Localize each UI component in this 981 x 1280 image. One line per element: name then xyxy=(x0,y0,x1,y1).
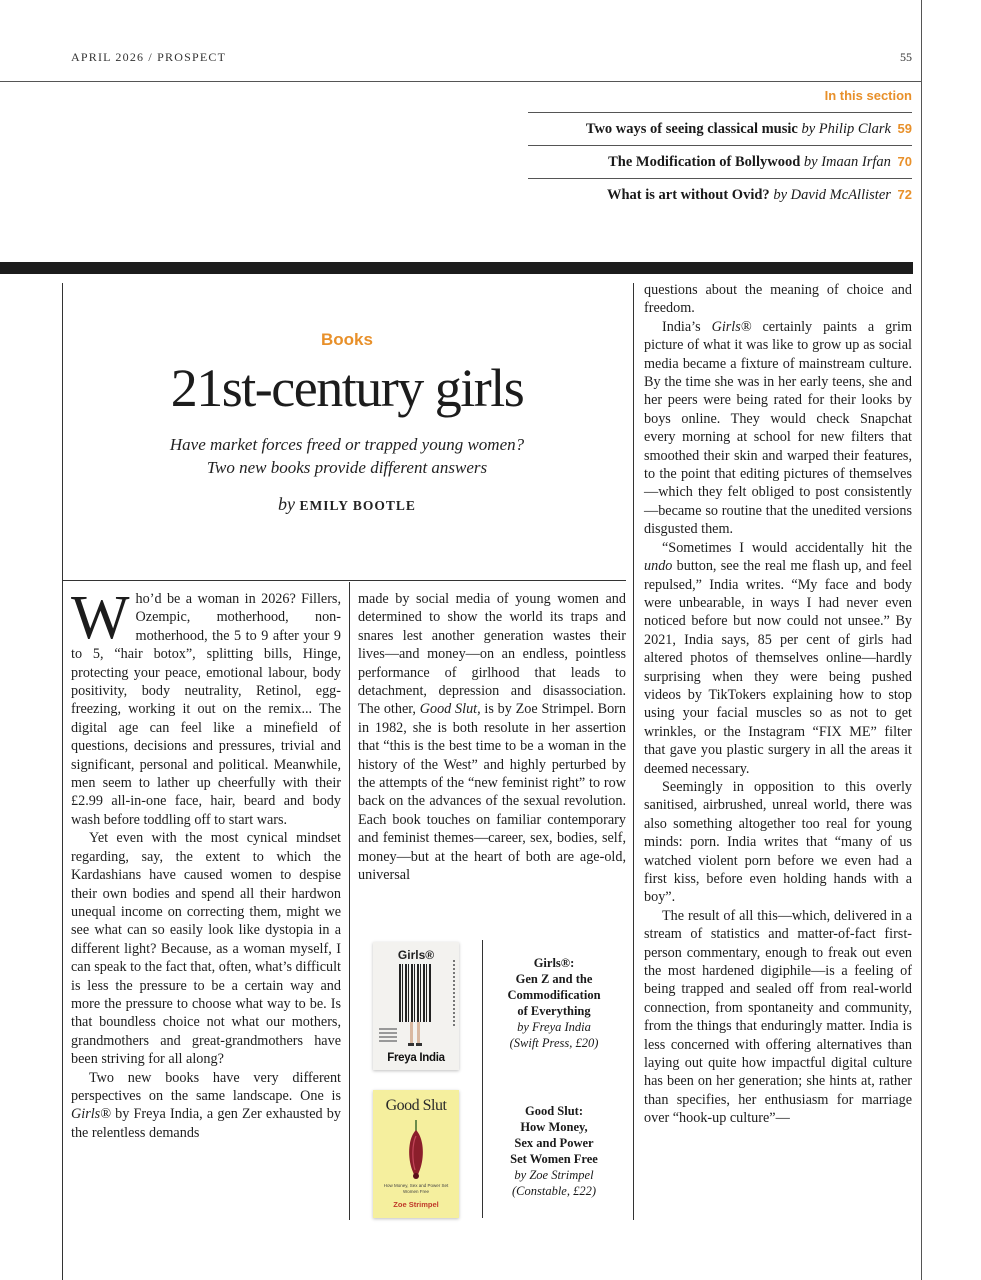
dropcap: W xyxy=(71,584,130,652)
section-divider xyxy=(0,262,913,274)
byline-author: EMILY BOOTLE xyxy=(299,498,416,513)
toc-item-page: 72 xyxy=(897,187,912,202)
section-kicker: Books xyxy=(321,330,373,349)
paragraph-text: ho’d be a woman in 2026? Fillers, Ozempic, motherhood, non-motherhood, the 5 to 9 after your 9 to 5, “hair botox”, splitting bills, Hinge, protecting your peace, emotional labour, body positivity, body neutrality, Retinol, egg-freezing, working it out on the remix... The digital age can feel like a minefield of questions, decisions and pressures, trivial and significant, personal and political. Meanwhile, men seem to lather up cheerfully with their £2.99 all-in-one face, hair, beard and body wash before toddling off to start wars. xyxy=(71,591,341,828)
column-rule-right xyxy=(633,283,634,1220)
toc-item-bollywood[interactable] xyxy=(528,145,912,178)
paragraph-text: made by social media of young women and determined to show the world its traps and snares lest another generation wastes their lives—and money—on an endless, pointless performance of girlhood that leads to detachment, depression and disassociation. The other, xyxy=(358,591,626,718)
caption-author: by Zoe Strimpel xyxy=(514,1168,594,1182)
caption-author: by Freya India xyxy=(517,1020,591,1034)
book-panel-rule xyxy=(482,940,483,1218)
toc-item-classical-music[interactable] xyxy=(528,112,912,145)
article-standfirst xyxy=(62,433,632,479)
cover-subtitle: How Money, Sex and Power Set Women Free xyxy=(383,1183,449,1194)
barcode-dress-illustration xyxy=(399,964,431,1022)
byline xyxy=(62,494,632,515)
toc-item-title: What is art without Ovid? xyxy=(606,187,770,203)
body-paragraph xyxy=(71,1069,341,1143)
paragraph-text: by Freya India, a gen Zer exhausted by the relentless demands xyxy=(71,1106,341,1141)
cover-blurb xyxy=(379,1028,397,1046)
article-column-3 xyxy=(644,281,912,1128)
body-paragraph: Yet even with the most cynical mindset regarding, say, the extent to which the Kardashians have caused women to despise their own bodies and spend all their hardwon unequal income on correcting them, might we see what can so easily look like dystopia in a different light? Because, as a woman myself, I can speak to the fact that, often, what’s difficult is less the pressure to be a certain way and more the pressure to choose what way to be. Is that boundless choice not what our mothers, grandmothers and great-grandmothers have been striving for all along? xyxy=(71,830,341,1068)
book-title-inline: Girls® xyxy=(71,1106,111,1123)
cover-author: Freya India xyxy=(387,1052,445,1064)
byline-prefix: by xyxy=(278,494,296,514)
book-title-inline: Good Slut xyxy=(419,701,478,718)
book-cover-good-slut xyxy=(373,1090,459,1218)
standfirst-line: Two new books provide different answers xyxy=(206,458,488,477)
paragraph-text: Two new books have very different perspectives on the same landscape. One is xyxy=(71,1069,341,1104)
cover-author: Zoe Strimpel xyxy=(393,1200,439,1209)
book-caption-good-slut xyxy=(487,1103,621,1199)
caption-publisher: (Constable, £22) xyxy=(511,1184,597,1198)
toc-item-author: by David McAllister xyxy=(773,187,891,203)
toc-item-author: by Philip Clark xyxy=(801,121,891,137)
page-number: 55 xyxy=(900,50,912,64)
paragraph-text: button, see the real me flash up, and feel repulsed,” India writes. “My face and body were unbearable, in ways I had never even noticed before but now could not unsee.” By 2021, India says, 85 per cent of girls had altered photos of themselves online—hardly surprising when they were being pushed videos by TikTokers explaining how to stop using your facial muscles so as not to get wrinkles, or the Instagram “FIX ME” filter that gave you plastic surgery in all the areas it deemed necessary. xyxy=(644,558,912,777)
body-paragraph: The result of all this—which, delivered in a stream of statistics and matter-of-fact first-person commentary, enough to freak out even the most hardened digiphile—is a feeling of being trapped and sealed off from real-world connection, from spontaneity and community, from the things that enduringly matter. India is less concerned with offering alternatives than laying out quite how impactful digital culture has been on her generation; she hints at, rather than specifies, her enthusiasm for marriage over “hook-up culture”— xyxy=(644,907,912,1127)
article-column-2 xyxy=(358,590,626,885)
cover-title: Girls® xyxy=(397,948,435,962)
book-title-inline: Girls® xyxy=(711,318,752,335)
toc-item-page: 59 xyxy=(897,121,912,136)
paragraph-text: , is by Zoe Strimpel. Born in 1982, she is both resolute in her assertion that “this is the best time to be a woman in the history of the West” and highly perturbed by the attempts of the “new feminist right” to row back on the advances of the sexual revolution. Each book touches on familiar contemporary and feminist themes—career, sex, bodies, self, money—but at the heart of both are age-old, universal xyxy=(358,701,626,884)
cover-title: Good Slut xyxy=(385,1097,447,1114)
headline-block-rule xyxy=(62,580,626,581)
body-paragraph xyxy=(358,590,626,885)
standfirst-line: Have market forces freed or trapped young women? xyxy=(169,435,525,454)
running-head: APRIL 2026 / PROSPECT xyxy=(71,50,227,64)
toc-item-author: by Imaan Irfan xyxy=(803,154,891,170)
caption-publisher: (Swift Press, £20) xyxy=(509,1036,599,1050)
legs-illustration xyxy=(403,1022,427,1046)
caption-title-line: Good Slut: xyxy=(524,1104,583,1118)
caption-title-line: Set Women Free xyxy=(510,1152,598,1166)
body-paragraph: Seemingly in opposition to this overly sanitised, airbrushed, unreal world, there was also something altogether too real for young minds: porn. India writes that “many of us watched violent porn before we even had a first kiss, before even holding hands with a boy”. xyxy=(644,778,912,906)
book-caption-girls xyxy=(487,955,621,1051)
body-paragraph xyxy=(71,584,341,829)
article-headline: 21st-century girls xyxy=(170,358,524,418)
caption-title-line: Gen Z and the xyxy=(515,972,593,986)
paragraph-text: “Sometimes I would accidentally hit the xyxy=(662,539,912,556)
body-paragraph: questions about the meaning of choice and freedom. xyxy=(644,282,912,317)
caption-title-line: Commodification xyxy=(507,988,601,1002)
toc-item-title: Two ways of seeing classical music xyxy=(585,121,798,137)
caption-title-line: of Everything xyxy=(517,1004,591,1018)
caption-title-line: How Money, xyxy=(520,1120,588,1134)
toc-item-page: 70 xyxy=(897,154,912,169)
page-edge-rule xyxy=(921,0,922,1280)
caption-title-line: Sex and Power xyxy=(514,1136,594,1150)
toc-item-ovid[interactable] xyxy=(528,178,912,211)
toc-item-title: The Modification of Bollywood xyxy=(608,154,801,170)
article-column-1 xyxy=(71,584,341,1142)
paragraph-text: India’s xyxy=(662,318,712,335)
paragraph-text: certainly paints a grim picture of what it was like to grow up as social media became a fixture of mainstream culture. By the time she was in her early teens, she and her peers were being rated for their looks by boys online. They would check Snapchat every morning at school for new filters that smoothed their skin and warped their features, to the point that editing pictures of themselves—which they felt obliged to post consistently—became so routine that the unedited versions disgusted them. xyxy=(644,318,912,538)
book-cover-girls xyxy=(373,942,459,1070)
body-paragraph xyxy=(644,539,912,778)
column-rule-middle xyxy=(349,582,350,1220)
caption-title-line: Girls®: xyxy=(533,956,575,970)
cover-side-text xyxy=(453,960,455,1026)
in-this-section xyxy=(528,86,912,211)
toc-heading: In this section xyxy=(824,88,912,103)
flower-illustration xyxy=(405,1120,427,1182)
body-paragraph xyxy=(644,318,912,539)
emphasis-inline: undo xyxy=(644,558,673,575)
header-rule xyxy=(0,81,921,82)
